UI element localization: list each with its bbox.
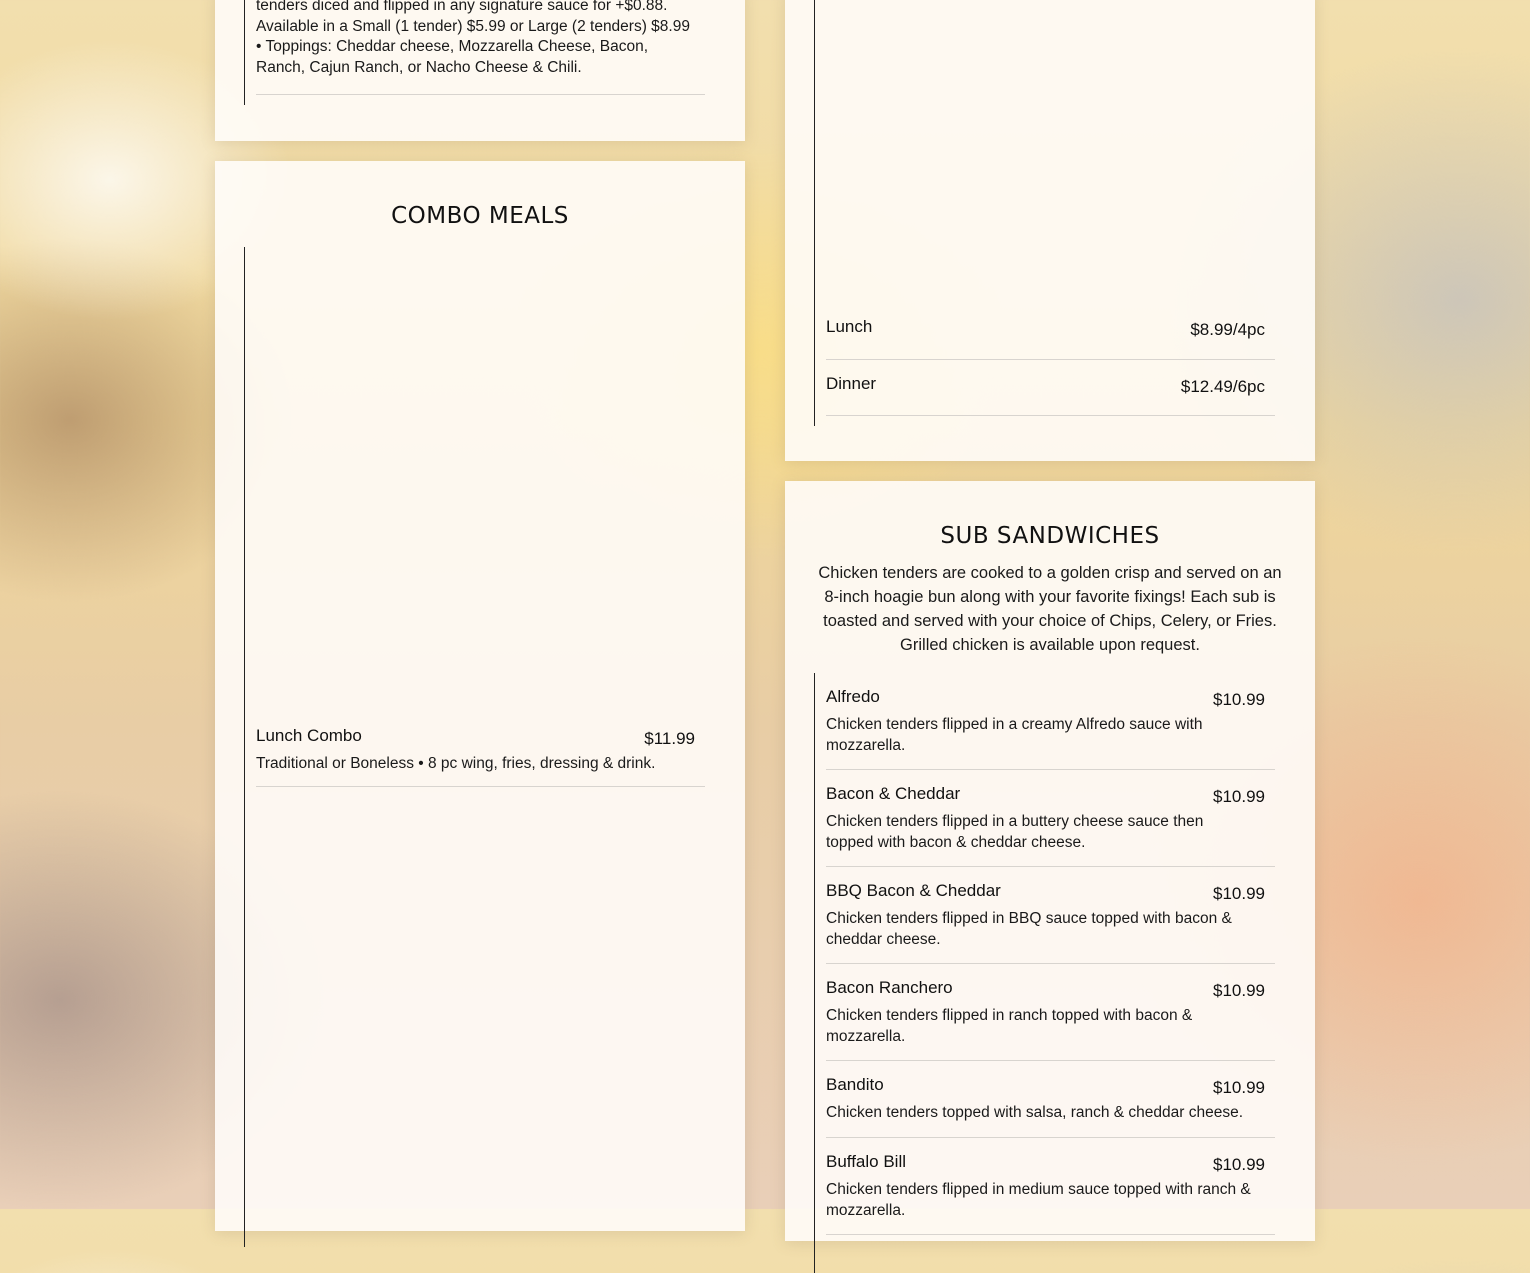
section-title: COMBO MEALS [391, 203, 569, 229]
item-description: Chicken tenders topped with salsa, ranch & cheddar cheese. [826, 1104, 1244, 1121]
section-description: Chicken tenders are cooked to a golden crisp and served on an 8-inch hoagie bun along with your favorite fixings! Each sub is toasted and served with your choice of Chips, Celery, or Fries. Grilled chicken is available upon request. [818, 564, 1282, 654]
menu-item-lunch-combo[interactable] [256, 726, 705, 787]
menu-item-bacon-ranchero[interactable] [826, 978, 1275, 1061]
item-price: $10.99 [1213, 1155, 1265, 1174]
item-name: Bandito [826, 1075, 884, 1094]
item-price: $8.99/4pc [1190, 320, 1265, 339]
menu-item-bbq-bacon-cheddar[interactable] [826, 881, 1275, 964]
item-price: $12.49/6pc [1180, 377, 1265, 396]
menu-item-alfredo[interactable] [826, 687, 1275, 770]
menu-item-bacon-cheddar[interactable] [826, 784, 1275, 867]
section-title: SUB SANDWICHES [940, 523, 1160, 549]
menu-item-dinner[interactable] [826, 374, 1275, 416]
item-description: Chicken tenders flipped in a creamy Alfredo sauce with mozzarella. [826, 716, 1203, 754]
item-list-divider [814, 673, 815, 1273]
menu-card-continued [215, 0, 745, 141]
menu-item-buffalo-bill[interactable] [826, 1152, 1275, 1235]
menu-item-lunch[interactable] [826, 317, 1275, 360]
item-description: Chicken tenders flipped in medium sauce topped with ranch & mozzarella. [826, 1181, 1251, 1219]
item-list-divider [814, 0, 815, 426]
item-name: Lunch Combo [256, 726, 362, 745]
item-name: Bacon & Cheddar [826, 784, 961, 803]
item-price: $10.99 [1213, 981, 1265, 1000]
item-list-divider [244, 0, 245, 105]
menu-card-continued [785, 0, 1315, 461]
combo-meals-card [215, 161, 745, 1231]
item-separator [256, 94, 705, 95]
item-description: Traditional or Boneless • 8 pc wing, fries, dressing & drink. [256, 755, 656, 772]
item-name: Alfredo [826, 687, 880, 706]
item-name: Lunch [826, 317, 873, 336]
item-description: Chicken tenders flipped in ranch topped with bacon & mozzarella. [826, 1007, 1193, 1045]
sub-sandwiches-card [785, 481, 1315, 1241]
item-name: Buffalo Bill [826, 1152, 907, 1171]
item-price: $10.99 [1213, 1078, 1265, 1097]
item-description: Chicken tenders flipped in a buttery cheese sauce then topped with bacon & cheddar cheese. [826, 813, 1204, 851]
item-price: $10.99 [1213, 690, 1265, 709]
item-name: Dinner [826, 374, 877, 393]
item-description: Chicken tenders flipped in BBQ sauce topped with bacon & cheddar cheese. [826, 910, 1232, 948]
item-price: $10.99 [1213, 787, 1265, 806]
item-name: Bacon Ranchero [826, 978, 953, 997]
item-name: BBQ Bacon & Cheddar [826, 881, 1001, 900]
item-list-divider [244, 247, 245, 1247]
item-description: tenders diced and flipped in any signature sauce for +$0.88. Available in a Small (1 tender) $5.99 or Large (2 tenders) $8.99 • Toppings: Cheddar cheese, Mozzarella Cheese, Bacon, Ranch, Cajun Ranch, or Nacho Cheese & Chili. [256, 0, 690, 76]
item-price: $10.99 [1213, 884, 1265, 903]
item-price: $11.99 [644, 729, 695, 748]
menu-item-bandito[interactable] [826, 1075, 1275, 1138]
